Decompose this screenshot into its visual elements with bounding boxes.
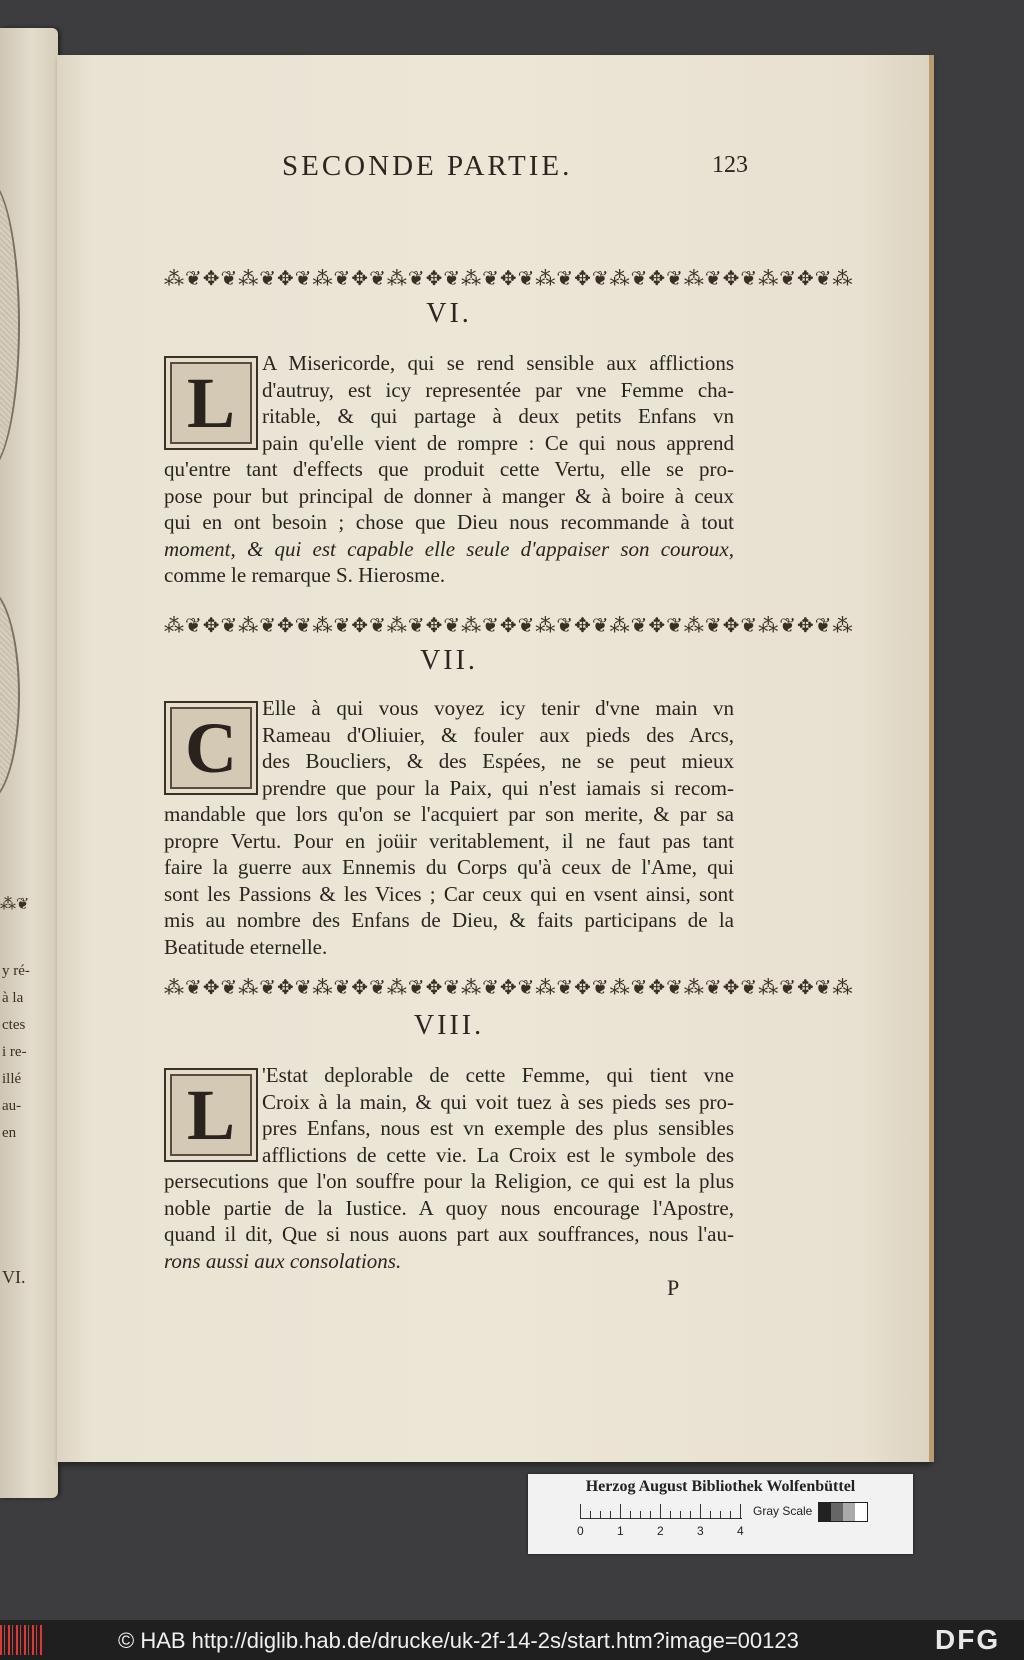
scale-ruler: [580, 1504, 742, 1519]
text-line: 'Estat deplorable de cette Femme, qui tient vne: [262, 1063, 734, 1087]
left-ornament: ⁂❦: [0, 896, 30, 913]
text-line: faire la guerre aux Ennemis du Corps qu'à ceux de l'Ame, qui: [164, 855, 734, 879]
ruler-tick-label: 3: [697, 1524, 704, 1538]
left-text-fragment: au-: [2, 1098, 22, 1114]
text-line: afflictions de cette vie. La Croix est le symbole des: [262, 1142, 734, 1167]
running-head: [164, 150, 796, 200]
left-section-number: VI.: [2, 1267, 26, 1287]
left-text-fragment: à la: [2, 990, 24, 1006]
text-line: mandable que lors qu'on se l'acquiert par son merite, & par sa: [164, 802, 734, 826]
left-text-fragment: y ré-: [2, 963, 30, 979]
ruler-tick-label: 4: [737, 1524, 744, 1538]
dropcap: C: [164, 701, 258, 795]
text-line: d'autruy, est icy representée par vne Femme cha-: [262, 377, 734, 402]
text-line: moment, & qui est capable elle seule d'appaiser son couroux,: [164, 536, 734, 561]
text-line: propre Vertu. Pour en joüir veritablement, il ne faut pas tant: [164, 828, 734, 853]
text-line: Elle à qui vous voyez icy tenir d'vne main vn: [262, 696, 734, 720]
section-number: VI.: [426, 298, 472, 329]
text-line: persecutions que l'on souffre pour la Religion, ce qui est la plus: [164, 1169, 734, 1193]
ornament-band: ⁂❦✥❦⁂❦✥❦⁂❦✥❦⁂❦✥❦⁂❦✥❦⁂❦✥❦⁂❦✥❦⁂❦✥❦⁂❦✥❦⁂: [164, 615, 854, 637]
ruler-tick-label: 1: [617, 1524, 624, 1538]
signature-mark: P: [667, 1275, 680, 1300]
dropcap: L: [164, 356, 258, 450]
text-line: pose pour but principal de donner à manger & à boire à ceux: [164, 483, 734, 508]
section-paragraph: [164, 350, 734, 589]
library-label: [528, 1474, 913, 1554]
ruler-tick-label: 0: [577, 1524, 584, 1538]
text-line: des Boucliers, & des Espées, ne se peut mieux: [262, 749, 734, 773]
gray-scale-swatch: [818, 1502, 868, 1522]
text-line: pres Enfans, nous est vn exemple des plus sensibles: [262, 1116, 734, 1140]
section-number: VII.: [420, 645, 478, 676]
section-paragraph: [164, 1062, 734, 1274]
ruler-tick-label: 2: [657, 1524, 664, 1538]
footer-copyright: © HAB http://diglib.hab.de/drucke/uk-2f-14-2s/start.htm?image=00123: [118, 1628, 799, 1653]
text-line: Beatitude eternelle.: [164, 934, 328, 959]
left-text-fragment: en: [2, 1125, 17, 1141]
left-engraving-top: [0, 178, 20, 472]
text-line: qu'entre tant d'effects que produit cette Vertu, elle se pro-: [164, 457, 734, 481]
hab-logo-icon: [0, 1625, 44, 1655]
label-title: Herzog August Bibliothek Wolfenbüttel: [585, 1478, 856, 1495]
text-line: qui en ont besoin ; chose que Dieu nous recommande à tout: [164, 510, 734, 534]
text-line: pain qu'elle vient de rompre : Ce qui nous apprend: [262, 430, 734, 455]
book-page: [57, 55, 929, 1462]
left-text-fragment: i re-: [2, 1044, 27, 1060]
text-line: rons aussi aux consolations.: [164, 1248, 402, 1273]
text-line: Rameau d'Oliuier, & fouler aux pieds des Arcs,: [262, 722, 734, 747]
text-line: Croix à la main, & qui voit tuez à ses pieds ses pro-: [262, 1089, 734, 1114]
dfg-logo: DFG: [935, 1624, 1001, 1655]
text-line: ritable, & qui partage à deux petits Enfans vn: [262, 404, 734, 428]
text-line: prendre que pour la Paix, qui n'est iamais si recom-: [262, 775, 734, 800]
ornament-band: ⁂❦✥❦⁂❦✥❦⁂❦✥❦⁂❦✥❦⁂❦✥❦⁂❦✥❦⁂❦✥❦⁂❦✥❦⁂❦✥❦⁂: [164, 977, 854, 999]
page-edge: [929, 55, 934, 1462]
left-engraving-bottom: [0, 588, 20, 802]
running-title: SECONDE PARTIE.: [282, 150, 573, 182]
section-paragraph: [164, 695, 734, 960]
text-line: sont les Passions & les Vices ; Car ceux qui en vsent ainsi, sont: [164, 881, 734, 906]
gray-scale-label: Gray Scale: [753, 1504, 813, 1518]
page-number: 123: [712, 152, 748, 178]
text-line: quand il dit, Que si nous auons part aux souffrances, nous l'au-: [164, 1222, 734, 1246]
text-line: comme le remarque S. Hierosme.: [164, 563, 446, 587]
text-line: mis au nombre des Enfans de Dieu, & faits participans de la: [164, 908, 734, 932]
text-line: noble partie de la Iustice. A quoy nous encourage l'Apostre,: [164, 1195, 734, 1220]
left-text-fragment: illé: [2, 1071, 22, 1087]
text-line: A Misericorde, qui se rend sensible aux afflictions: [262, 351, 734, 375]
section-number: VIII.: [413, 1010, 485, 1041]
dropcap: L: [164, 1068, 258, 1162]
left-page: [0, 28, 58, 1498]
left-text-fragment: ctes: [2, 1017, 26, 1033]
ornament-band: ⁂❦✥❦⁂❦✥❦⁂❦✥❦⁂❦✥❦⁂❦✥❦⁂❦✥❦⁂❦✥❦⁂❦✥❦⁂❦✥❦⁂: [164, 268, 854, 290]
footer-bar: [0, 1620, 1024, 1660]
